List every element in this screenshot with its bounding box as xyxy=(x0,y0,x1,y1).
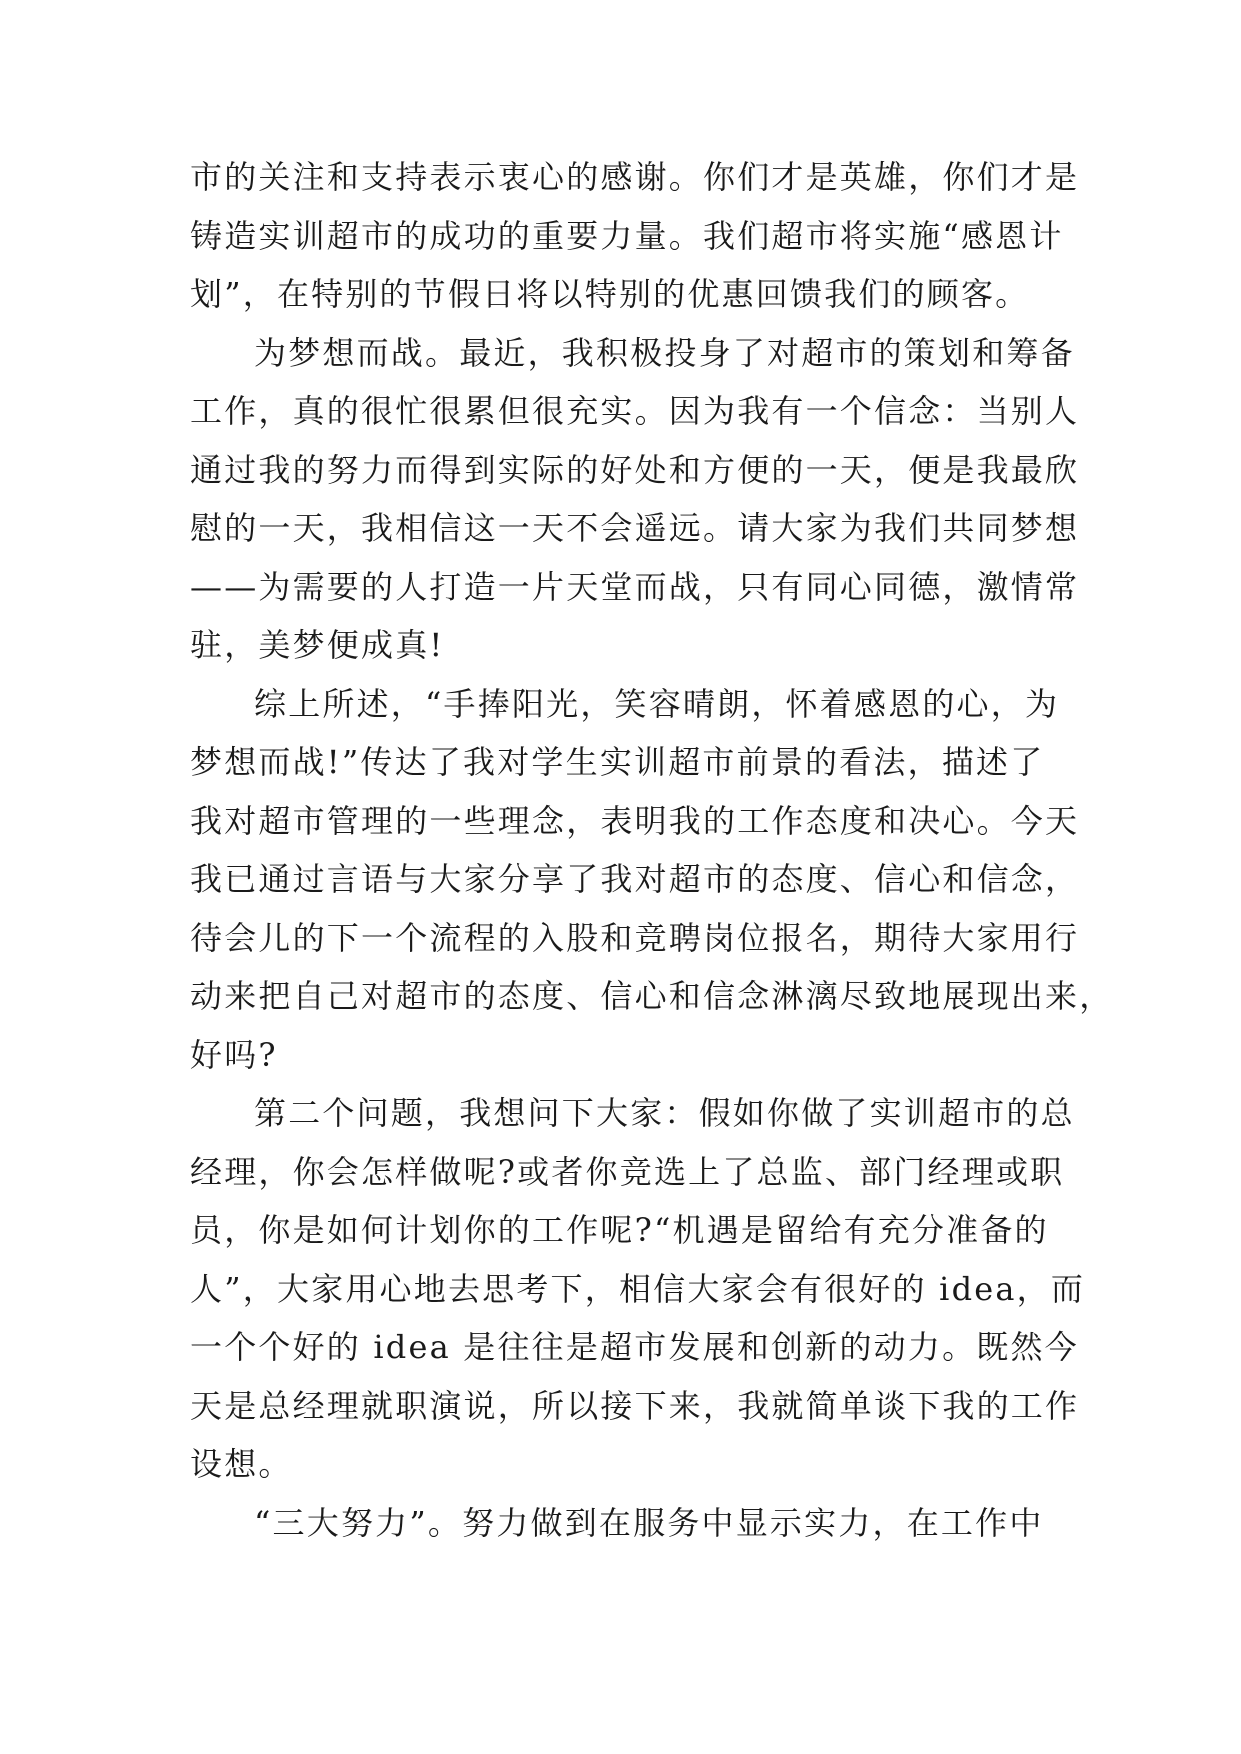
text-line: 划”，在特别的节假日将以特别的优惠回馈我们的顾客。 xyxy=(190,275,1030,313)
text-line: 一个个好的 idea 是往往是超市发展和创新的动力。既然今 xyxy=(190,1328,1079,1366)
text-line: 梦想而战!”传达了我对学生实训超市前景的看法，描述了 xyxy=(190,743,1045,781)
text-line: 通过我的努力而得到实际的好处和方便的一天，便是我最欣 xyxy=(190,450,1080,489)
text-line: 待会儿的下一个流程的入股和竞聘岗位报名，期待大家用行 xyxy=(190,918,1080,957)
document-body xyxy=(190,148,1114,1552)
paragraph-first-line: 为梦想而战。最近，我积极投身了对超市的策划和筹备 xyxy=(254,333,1075,372)
paragraph-first-line: “三大努力”。努力做到在服务中显示实力，在工作中 xyxy=(254,1503,1044,1542)
text-line: 人”，大家用心地去思考下，相信大家会有很好的 idea，而 xyxy=(190,1269,1086,1308)
text-line: 动来把自己对超市的态度、信心和信念淋漓尽致地展现出来， xyxy=(190,977,1114,1015)
text-line: 天是总经理就职演说，所以接下来，我就简单谈下我的工作 xyxy=(190,1386,1080,1425)
text-line: 市的关注和支持表示衷心的感谢。你们才是英雄，你们才是 xyxy=(190,158,1080,196)
text-line: 设想。 xyxy=(190,1445,293,1483)
text-line: 好吗? xyxy=(190,1035,278,1074)
text-line: 我已通过言语与大家分享了我对超市的态度、信心和信念， xyxy=(190,860,1080,898)
text-line: ——为需要的人打造一片天堂而战，只有同心同德，激情常 xyxy=(190,567,1080,606)
text-line: 员，你是如何计划你的工作呢?“机遇是留给有充分准备的 xyxy=(190,1211,1049,1249)
paragraph-first-line: 综上所述，“手捧阳光，笑容晴朗，怀着感恩的心，为 xyxy=(254,684,1060,723)
text-line: 慰的一天，我相信这一天不会遥远。请大家为我们共同梦想 xyxy=(190,509,1080,547)
text-line: 驻，美梦便成真! xyxy=(190,626,445,664)
text-line: 铸造实训超市的成功的重要力量。我们超市将实施“感恩计 xyxy=(190,216,1064,255)
text-line: 工作，真的很忙很累但很充实。因为我有一个信念：当别人 xyxy=(190,392,1080,430)
text-line: 我对超市管理的一些理念，表明我的工作态度和决心。今天 xyxy=(190,801,1080,840)
paragraph-first-line: 第二个问题，我想问下大家：假如你做了实训超市的总 xyxy=(254,1094,1075,1132)
text-line: 经理，你会怎样做呢?或者你竞选上了总监、部门经理或职 xyxy=(190,1152,1065,1191)
